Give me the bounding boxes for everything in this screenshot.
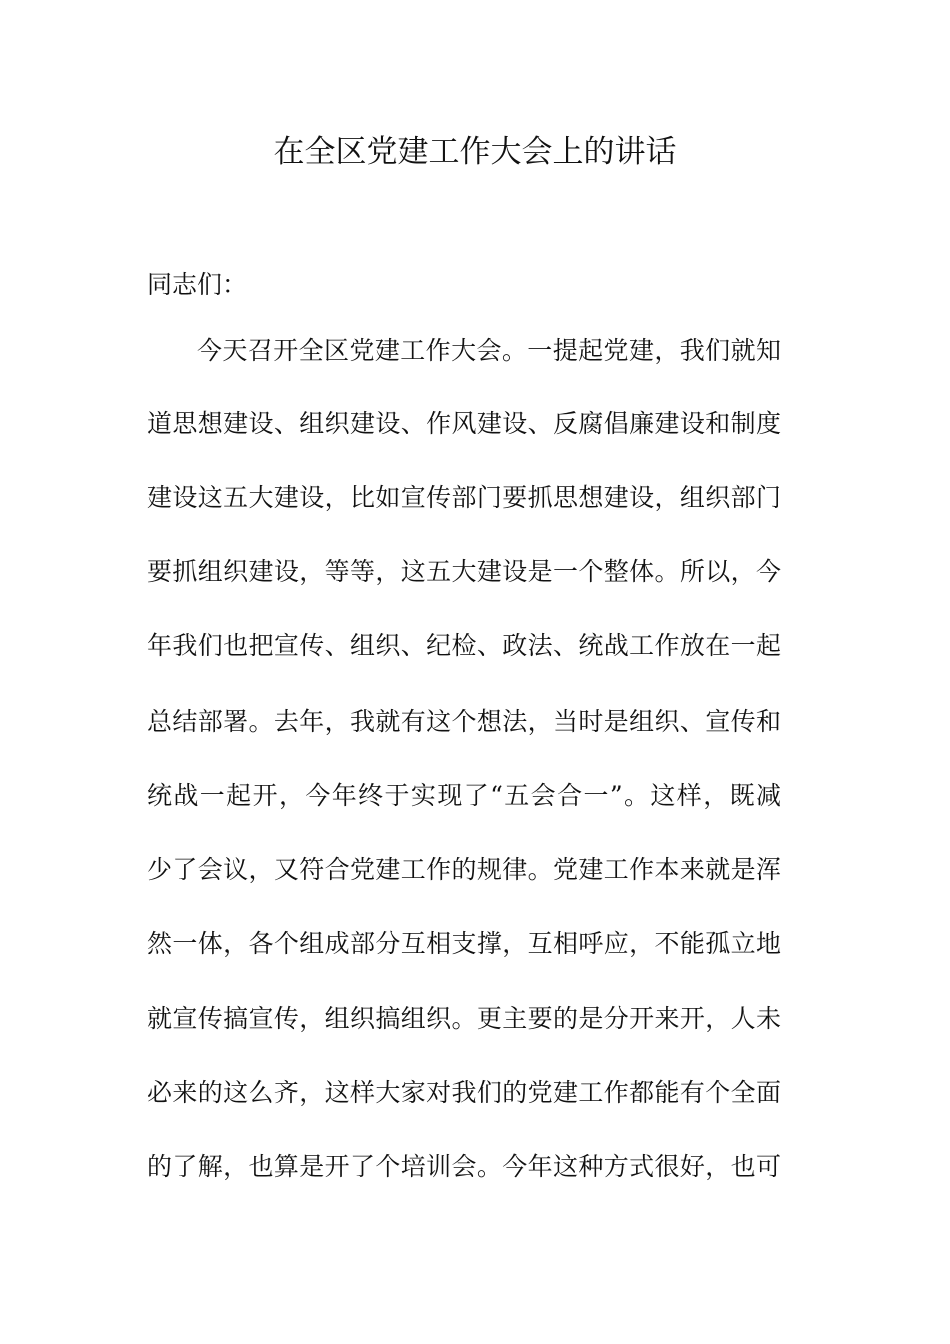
- document-title: 在全区党建工作大会上的讲话: [273, 134, 677, 170]
- body-line: 要抓组织建设，等等，这五大建设是一个整体。所以，今: [147, 557, 781, 586]
- body-line: 年我们也把宣传、组织、纪检、政法、统战工作放在一起: [147, 631, 781, 660]
- body-line: 道思想建设、组织建设、作风建设、反腐倡廉建设和制度: [147, 409, 781, 438]
- body-line: 然一体，各个组成部分互相支撑，互相呼应，不能孤立地: [147, 929, 781, 958]
- body-line: 建设这五大建设，比如宣传部门要抓思想建设，组织部门: [147, 483, 781, 512]
- body-line: 就宣传搞宣传，组织搞组织。更主要的是分开来开，人未: [147, 1004, 781, 1033]
- body-line: 今天召开全区党建工作大会。一提起党建，我们就知: [197, 336, 781, 365]
- body-line: 统战一起开，今年终于实现了“五会合一”。这样，既减: [147, 781, 781, 810]
- body-line: 的了解，也算是开了个培训会。今年这种方式很好，也可: [147, 1152, 781, 1181]
- salutation: 同志们：: [147, 270, 248, 299]
- body-line: 少了会议，又符合党建工作的规律。党建工作本来就是浑: [147, 855, 781, 884]
- body-line: 总结部署。去年，我就有这个想法，当时是组织、宣传和: [147, 707, 781, 736]
- body-line: 必来的这么齐，这样大家对我们的党建工作都能有个全面: [147, 1078, 781, 1107]
